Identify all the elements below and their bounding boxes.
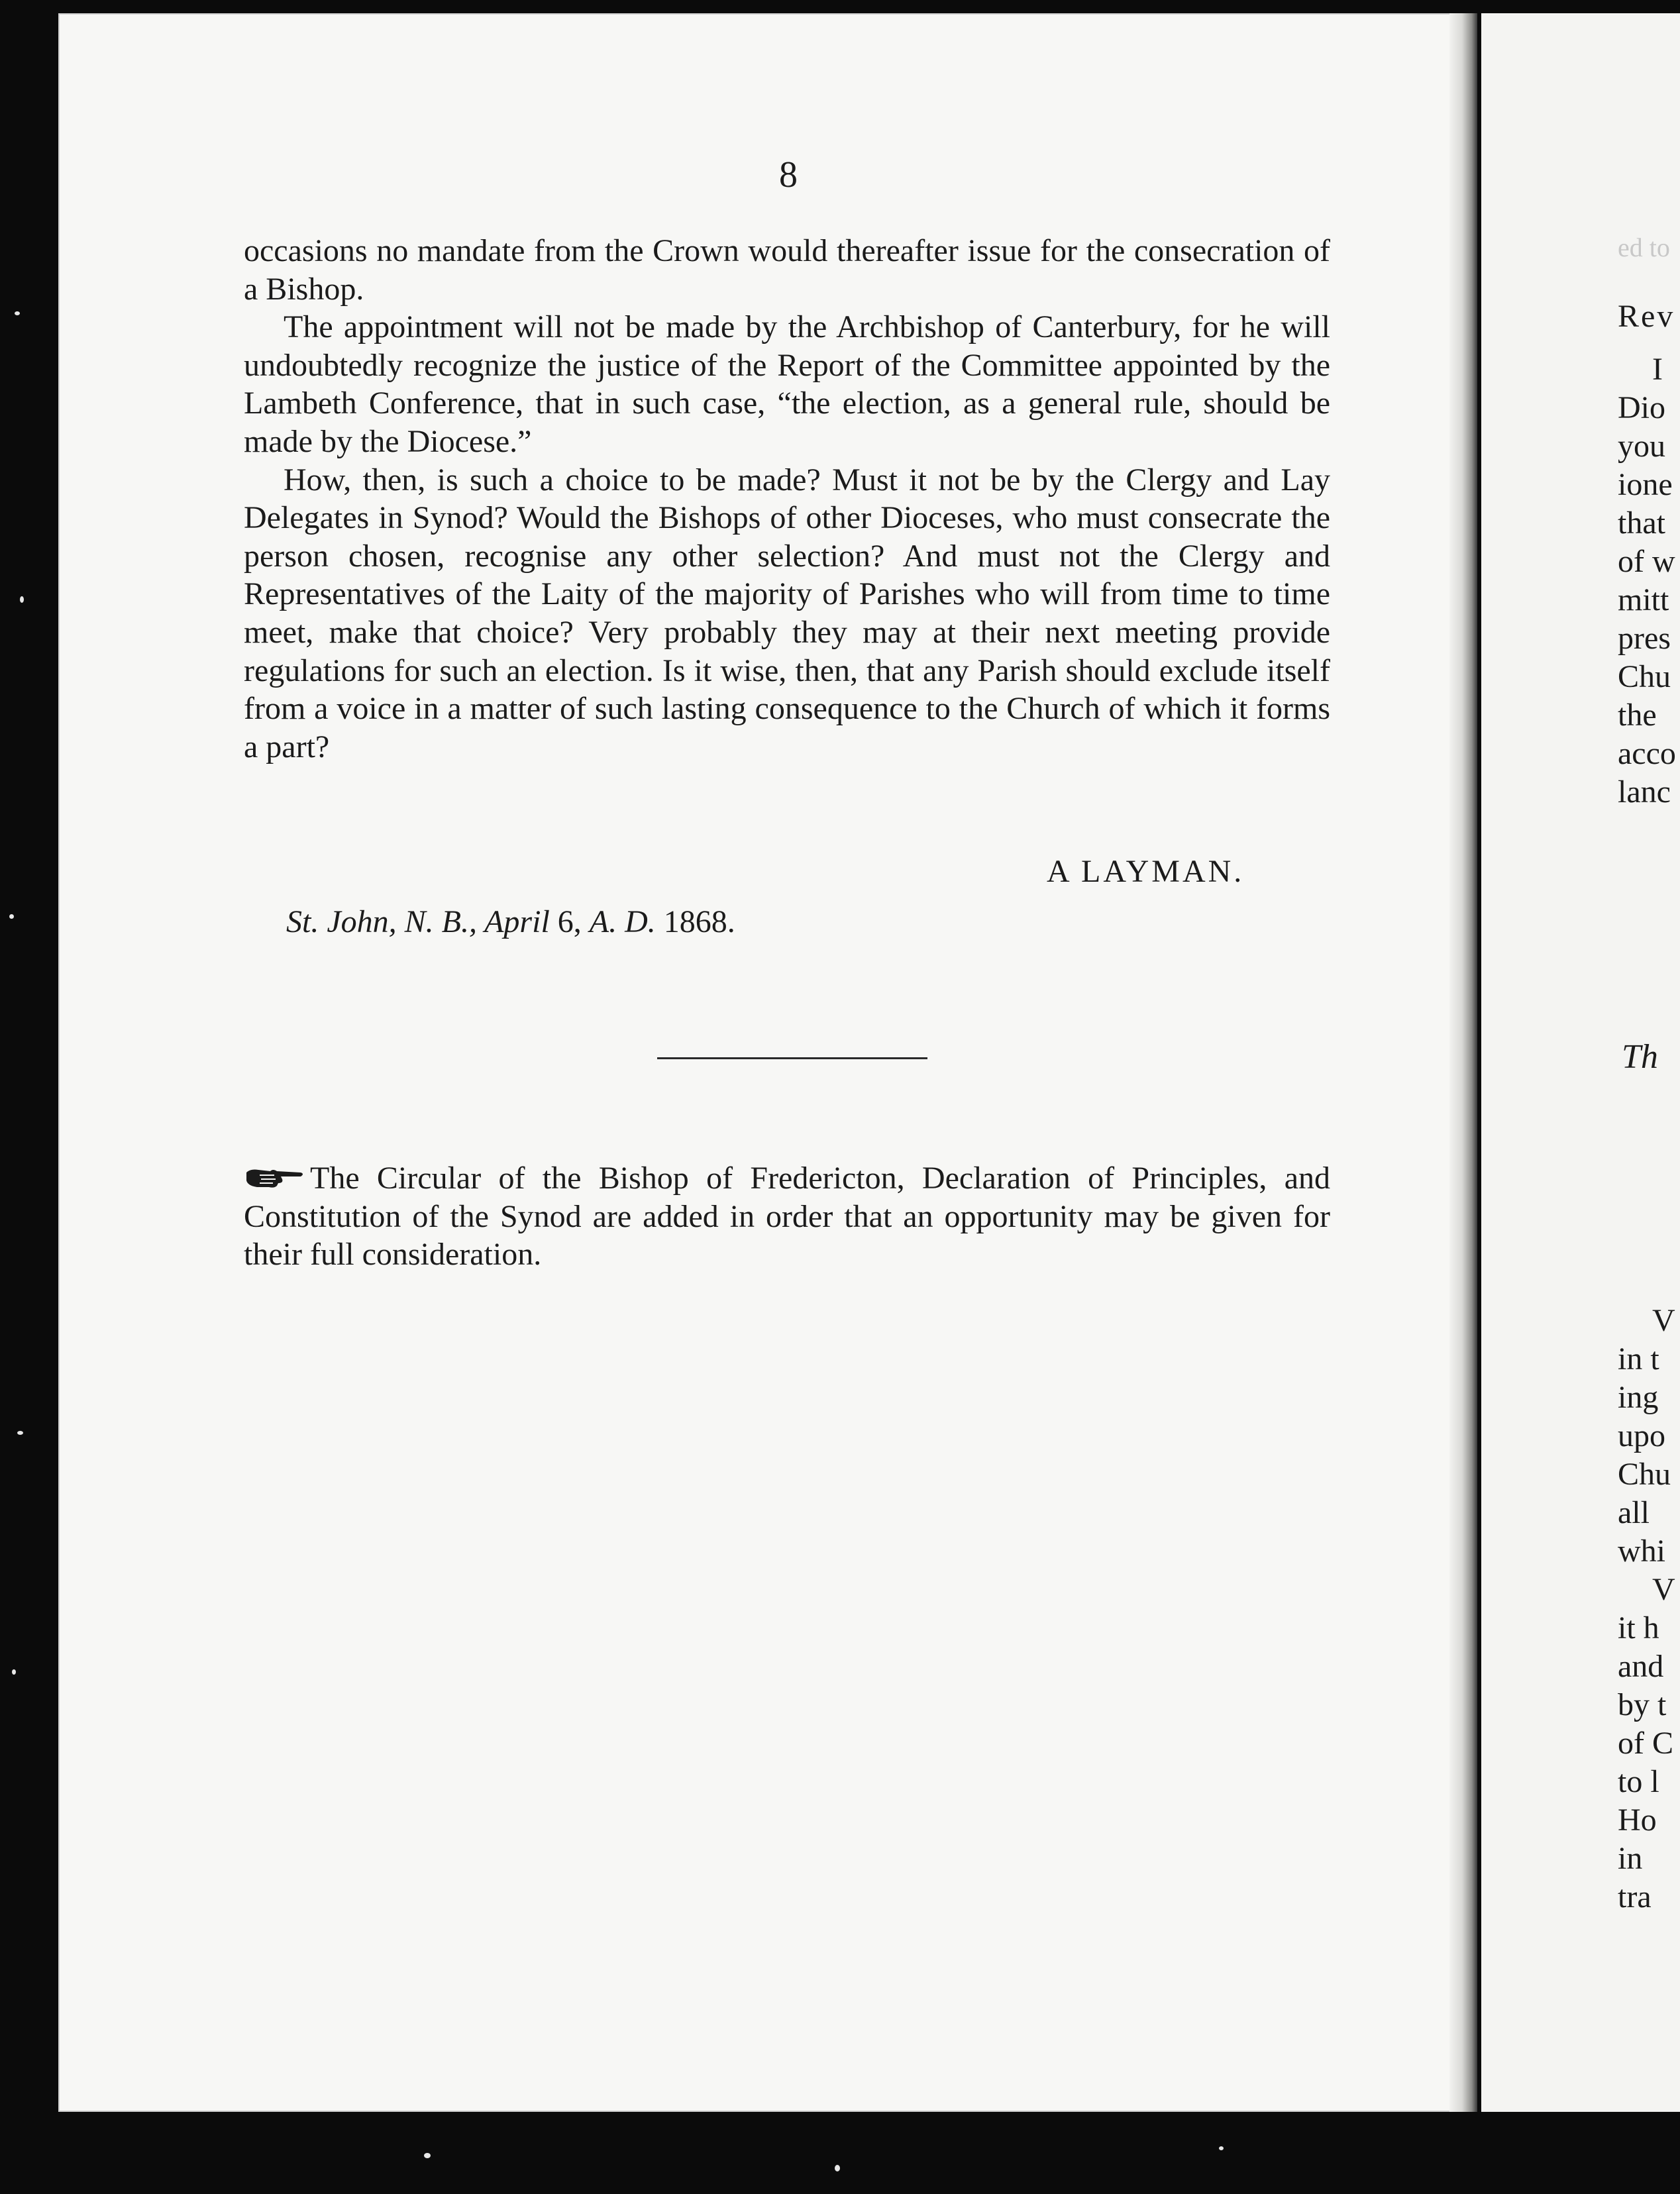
scan-speck xyxy=(1219,2146,1224,2150)
facing-page-line: to l xyxy=(1618,1764,1659,1799)
facing-page-line: the xyxy=(1618,698,1657,733)
facing-page-line: of w xyxy=(1618,544,1675,579)
note-text: The Circular of the Bishop of Fredericton, Declaration of Principles, and Constitution of the Synod are added in order that an opportunity may be given for their full consideration. xyxy=(244,1161,1330,1273)
scan-speck xyxy=(424,2153,431,2158)
facing-page-line: Ho xyxy=(1618,1802,1657,1838)
dateline xyxy=(286,904,735,940)
body-text xyxy=(244,232,1330,766)
pointing-hand-icon xyxy=(244,1162,305,1188)
paragraph: How, then, is such a choice to be made? Must it not be by the Clergy and Lay Delegates in Synod? Would the Bishops of other Dioceses, who must consecrate the person chosen, recognise any other selection? And must not the Clergy and Representatives of the Laity of the majority of Parishes who will from time to time meet, make that choice? Very probably they may at their next meeting provide regulations for such an election. Is it wise, then, that any Parish should exclude itself from a voice in a matter of such lasting consequence to the Church of which it forms a part? xyxy=(244,462,1330,764)
paragraph: occasions no mandate from the Crown would thereafter issue for the consecration of a Bishop. xyxy=(244,233,1330,307)
scan-speck xyxy=(12,1669,16,1675)
scan-speck xyxy=(9,914,14,919)
dateline-era: A. D. xyxy=(589,904,656,939)
facing-page-line: and xyxy=(1618,1649,1664,1684)
facing-page-line: V xyxy=(1652,1572,1675,1607)
scan-speck xyxy=(835,2165,840,2171)
facing-page-line: all xyxy=(1618,1495,1650,1530)
facing-page-line: Dio xyxy=(1618,390,1665,425)
scan-speck xyxy=(17,1431,23,1435)
facing-page-line: in xyxy=(1618,1841,1643,1876)
facing-page-line: ing xyxy=(1618,1380,1659,1415)
facing-page-line: V xyxy=(1652,1303,1675,1338)
page-number: 8 xyxy=(779,154,798,195)
facing-page-section-title: Th xyxy=(1622,1038,1658,1076)
facing-page-line: you xyxy=(1618,429,1665,464)
facing-page-line: mitt xyxy=(1618,582,1669,617)
facing-page-line: acco xyxy=(1618,736,1676,771)
facing-page-line: Chu xyxy=(1618,659,1671,694)
facing-page-line: tra xyxy=(1618,1879,1652,1914)
facing-page-line: Chu xyxy=(1618,1457,1671,1492)
editorial-note xyxy=(244,1159,1330,1274)
facing-page-line: of C xyxy=(1618,1726,1673,1761)
dateline-place: St. John, N. B., April xyxy=(286,904,550,939)
page-gutter xyxy=(1449,13,1477,2112)
facing-page-line: ione xyxy=(1618,467,1673,502)
facing-page-line: it h xyxy=(1618,1610,1659,1646)
dateline-day: 6, xyxy=(557,904,582,939)
facing-page-line: upo xyxy=(1618,1418,1665,1453)
facing-page-heading: Rev xyxy=(1618,299,1675,334)
facing-page-line: whi xyxy=(1618,1534,1665,1569)
scan-speck xyxy=(20,596,24,603)
section-divider xyxy=(657,1057,927,1059)
facing-page-line: pres xyxy=(1618,621,1671,656)
facing-page-line: in t xyxy=(1618,1341,1659,1377)
signature: A LAYMAN. xyxy=(1047,854,1245,889)
paragraph: The appointment will not be made by the Archbishop of Canterbury, for he will undoubtedly recognize the justice of the Report of the Committee appointed by the Lambeth Conference, that in such case, “the election, as a general rule, should be made by the Diocese.” xyxy=(244,309,1330,459)
facing-page-line: by t xyxy=(1618,1687,1667,1722)
facing-page-line: that xyxy=(1618,505,1665,541)
dateline-year: 1868. xyxy=(663,904,735,939)
facing-page-line: lanc xyxy=(1618,774,1671,810)
facing-page xyxy=(1481,13,1680,2112)
facing-page-faint-text: ed to xyxy=(1618,233,1670,262)
scan-speck xyxy=(15,311,20,315)
facing-page-line: I xyxy=(1652,352,1663,387)
